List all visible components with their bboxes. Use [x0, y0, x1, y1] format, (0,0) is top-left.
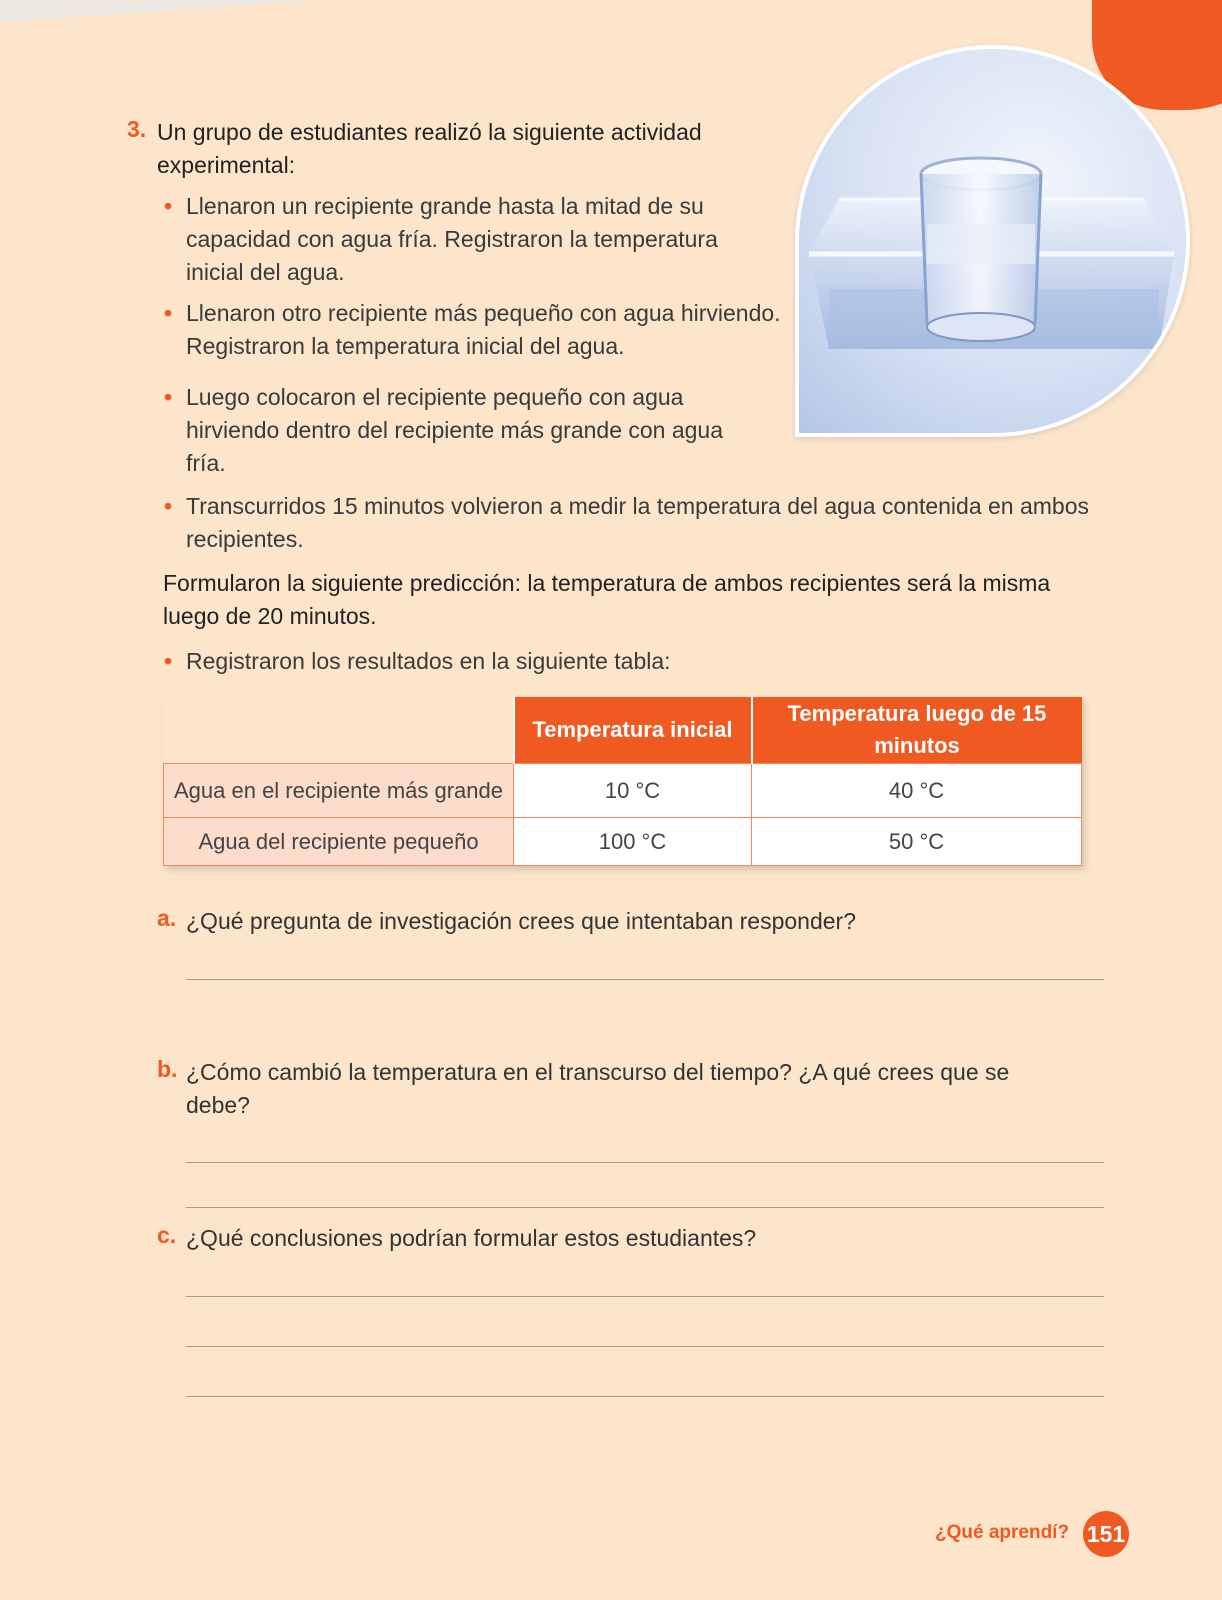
header-temperature-after: Temperatura luego de 15 minutos: [752, 697, 1082, 764]
answer-line-a-1[interactable]: [186, 979, 1104, 980]
subquestion-letter-a: a.: [157, 905, 177, 931]
decorative-corner-top-left: [0, 0, 320, 22]
glass-in-tray-illustration: [799, 49, 1186, 433]
table-corner-cell: [164, 697, 514, 764]
row-label: Agua en el recipiente más grande: [164, 764, 514, 818]
results-table: [163, 697, 1082, 866]
subquestion-text-c: ¿Qué conclusiones podrían formular estos estudiantes?: [186, 1225, 757, 1251]
step-item: • Transcurridos 15 minutos volvieron a medir la temperatura del agua contenida en ambos recipientes.: [186, 490, 1096, 556]
table-row: [164, 818, 1082, 866]
glass-in-tray-image: [799, 49, 1186, 433]
answer-line-b-2[interactable]: [186, 1207, 1104, 1208]
experiment-photo: [795, 45, 1190, 437]
subquestion-text-a: ¿Qué pregunta de investigación crees que intentaban responder?: [186, 908, 857, 934]
page-number-badge: 151: [1083, 1511, 1129, 1557]
answer-line-c-3[interactable]: [186, 1396, 1104, 1397]
answer-line-c-2[interactable]: [186, 1346, 1104, 1347]
subquestion-letter-b: b.: [157, 1056, 178, 1082]
cell-after: 50 °C: [752, 818, 1082, 866]
answer-line-b-1[interactable]: [186, 1162, 1104, 1163]
footer-section-label: ¿Qué aprendí?: [935, 1522, 1070, 1543]
cell-initial: 100 °C: [514, 818, 752, 866]
table-header-row: [164, 697, 1082, 764]
table-row: [164, 764, 1082, 818]
step-item: • Llenaron un recipiente grande hasta la mitad de su capacidad con agua fría. Registraron la temperatura inicial del agua.: [186, 190, 776, 289]
subquestion-text-b: ¿Cómo cambió la temperatura en el transcurso del tiempo? ¿A qué crees que se debe?: [186, 1059, 1010, 1118]
header-initial-temperature: Temperatura inicial: [514, 697, 752, 764]
row-label: Agua del recipiente pequeño: [164, 818, 514, 866]
answer-line-c-1[interactable]: [186, 1296, 1104, 1297]
cell-after: 40 °C: [752, 764, 1082, 818]
cell-initial: 10 °C: [514, 764, 752, 818]
prediction-text: Formularon la siguiente predicción: la temperatura de ambos recipientes será la misma luego de 20 minutos.: [163, 570, 1051, 629]
subquestion-letter-c: c.: [157, 1222, 177, 1248]
table-intro: • Registraron los resultados en la siguiente tabla:: [186, 645, 1086, 678]
question-number: 3.: [127, 116, 147, 142]
step-item: • Llenaron otro recipiente más pequeño con agua hirviendo. Registraron la temperatura inicial del agua.: [186, 297, 786, 363]
question-intro: Un grupo de estudiantes realizó la siguiente actividad experimental:: [157, 119, 702, 178]
step-item: • Luego colocaron el recipiente pequeño con agua hirviendo dentro del recipiente más grande con agua fría.: [186, 381, 736, 480]
